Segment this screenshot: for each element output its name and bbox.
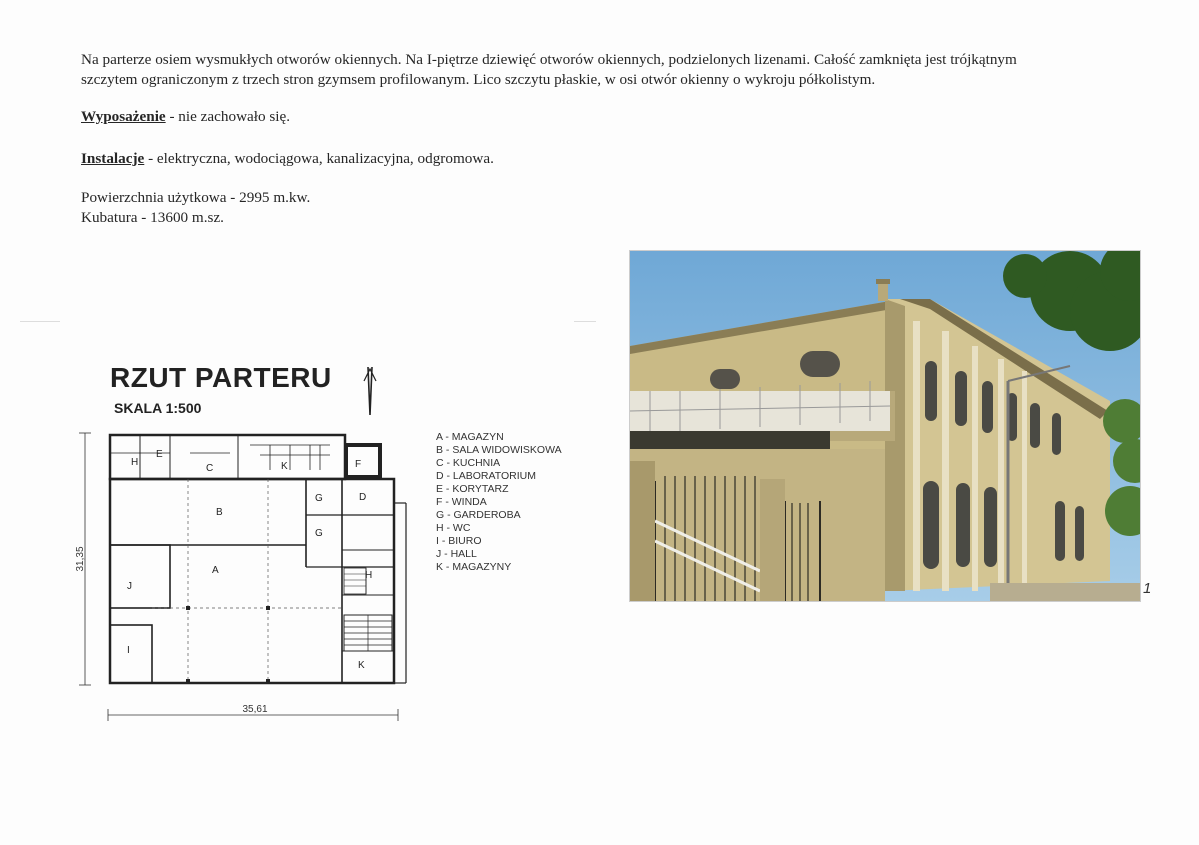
- description-line-2: szczytem ograniczonym z trzech stron gzymsem profilowanym. Lico szczytu płaskie, w osi otwór okienny o wykroju półkolistym.: [81, 71, 876, 88]
- plan-dim-vertical: 31,35: [75, 546, 86, 572]
- divider-left: [20, 321, 60, 322]
- wyposazenie-text: - nie zachowało się.: [165, 108, 291, 125]
- legend-item: A - MAGAZYN: [436, 431, 504, 443]
- plan-label-d: D: [359, 492, 367, 503]
- legend-item: C - KUCHNIA: [436, 457, 501, 469]
- instalacje-text: - elektryczna, wodociągowa, kanalizacyjna, odgromowa.: [144, 150, 494, 167]
- plan-label-e: E: [156, 449, 163, 460]
- photo-number: 1: [1143, 580, 1152, 597]
- legend-item: I - BIURO: [436, 535, 482, 547]
- instalacje-paragraph: [81, 149, 1141, 169]
- plan-scale: SKALA 1:500: [114, 400, 202, 416]
- north-arrow-icon: [360, 365, 384, 417]
- metrics-paragraph: [81, 188, 1141, 228]
- legend-item: B - SALA WIDOWISKOWA: [436, 444, 562, 456]
- divider-right: [574, 321, 596, 322]
- kubatura-text: Kubatura - 13600 m.sz.: [81, 209, 224, 226]
- legend-item: F - WINDA: [436, 496, 487, 508]
- legend-item: K - MAGAZYNY: [436, 561, 512, 573]
- plan-label-a: A: [212, 565, 219, 576]
- floor-plan: [70, 425, 420, 725]
- plan-label-g2: G: [315, 528, 323, 539]
- plan-label-i: I: [127, 645, 130, 656]
- building-photo: [629, 250, 1141, 602]
- wyposazenie-paragraph: [81, 107, 1141, 127]
- plan-label-k1: K: [281, 461, 288, 472]
- plan-legend: [436, 431, 562, 574]
- plan-label-h1: H: [131, 457, 139, 468]
- plan-label-b: B: [216, 507, 223, 518]
- powierzchnia-text: Powierzchnia użytkowa - 2995 m.kw.: [81, 189, 311, 206]
- plan-label-f: F: [355, 459, 362, 470]
- instalacje-label: Instalacje: [81, 150, 145, 167]
- legend-item: D - LABORATORIUM: [436, 470, 536, 482]
- plan-label-j: J: [127, 581, 132, 592]
- wyposazenie-label: Wyposażenie: [81, 108, 166, 125]
- plan-label-g1: G: [315, 493, 323, 504]
- plan-label-c: C: [206, 463, 214, 474]
- plan-label-k2: K: [358, 660, 365, 671]
- description-paragraph: [81, 50, 1141, 90]
- legend-item: G - GARDEROBA: [436, 509, 521, 521]
- plan-wall-lift: [346, 445, 380, 477]
- building-illustration: [630, 251, 1140, 601]
- description-line-1: Na parterze osiem wysmukłych otworów okiennych. Na I-piętrze dziewięć otworów okiennych, podzielonych lizenami. Całość zamknięta jest trójkątnym: [81, 51, 1017, 68]
- legend-item: E - KORYTARZ: [436, 483, 509, 495]
- legend-item: J - HALL: [436, 548, 477, 560]
- plan-label-h2: H: [365, 570, 373, 581]
- legend-item: H - WC: [436, 522, 471, 534]
- plan-title: RZUT PARTERU: [110, 362, 332, 393]
- plan-dim-horizontal: 35,61: [242, 704, 268, 715]
